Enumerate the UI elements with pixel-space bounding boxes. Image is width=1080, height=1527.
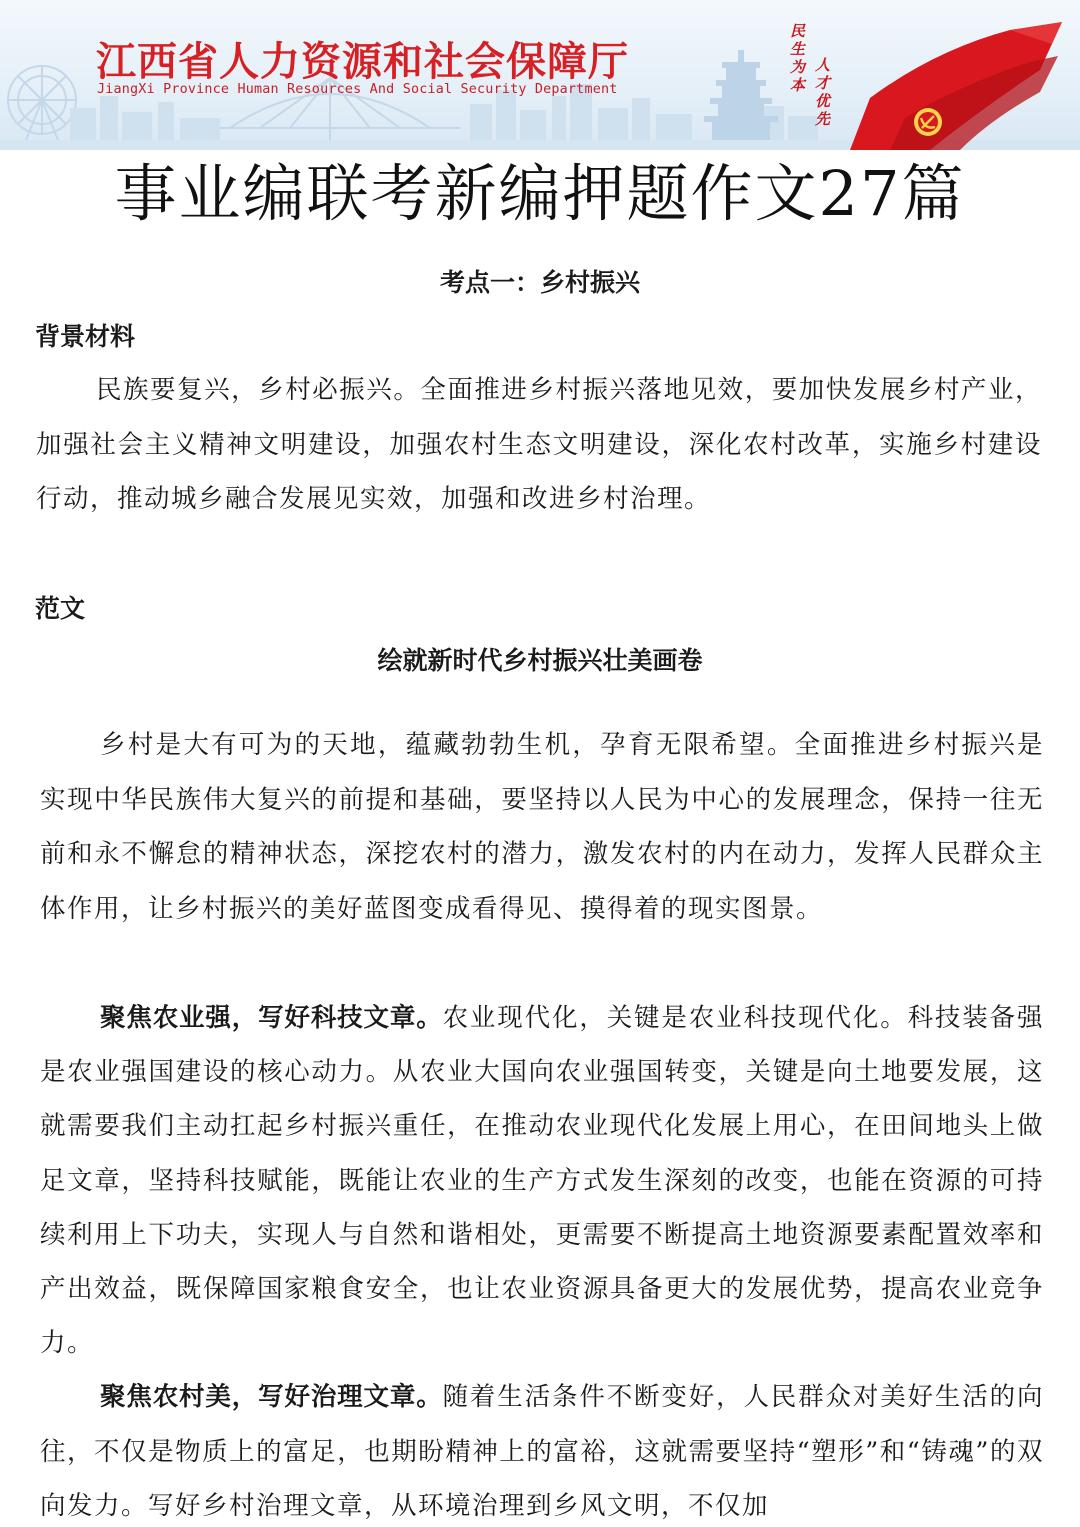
essay-label: 范文: [35, 594, 86, 623]
background-paragraph: 民族要复兴，乡村必振兴。全面推进乡村振兴落地见效，要加快发展乡村产业，加强社会主义精神文明建设，加强农村生态文明建设，深化农村改革，实施乡村建设行动，推动城乡融合发展见实效，加强和改进乡村治理。: [36, 375, 1042, 514]
org-name-en: JiangXi Province Human Resources And Social Security Department: [97, 82, 618, 97]
org-name-cn: 江西省人力资源和社会保障厅: [96, 39, 629, 85]
header-banner: [0, 0, 1080, 150]
slogan-talent: 人才优先: [815, 56, 831, 128]
document-title: 事业编联考新编押题作文27篇: [114, 157, 966, 230]
paragraph-lead: 聚焦农业强，写好科技文章。: [100, 1003, 443, 1033]
background-label: 背景材料: [35, 322, 136, 351]
paragraph-text: 农业现代化，关键是农业科技现代化。科技装备强是农业强国建设的核心动力。从农业大国向农业强国转变，关键是向土地要发展，这就需要我们主动扛起乡村振兴重任，在推动农业现代化发展上用心，在田间地头上做足文章，坚持科技赋能，既能让农业的生产方式发生深刻的改变，也能在资源的可持续利用上下功夫，实现人与自然和谐相处，更需要不断提高土地资源要素配置效率和产出效益，既保障国家粮食安全，也让农业资源具备更大的发展优势，提高农业竞争力。: [40, 1003, 1044, 1359]
ferris-wheel-icon: [8, 66, 76, 150]
essay-title: 绘就新时代乡村振兴壮美画卷: [377, 646, 703, 675]
essay-paragraph: [40, 1370, 1044, 1527]
party-emblem-icon: [914, 108, 942, 136]
pavilion-icon: [704, 50, 778, 150]
essay-paragraph: [40, 991, 1044, 1370]
red-flag-icon: [850, 22, 1062, 150]
paragraph-lead: 聚焦农村美，写好治理文章。: [100, 1382, 443, 1412]
section-title: 考点一：乡村振兴: [439, 268, 640, 297]
paragraph-text: 乡村是大有可为的天地，蕴藏勃勃生机，孕育无限希望。全面推进乡村振兴是实现中华民族伟大复兴的前提和基础，要坚持以人民为中心的发展理念，保持一往无前和永不懈怠的精神状态，深挖农村的潜力，激发农村的内在动力，发挥人民群众主体作用，让乡村振兴的美好蓝图变成看得见、摸得着的现实图景。: [40, 730, 1044, 924]
slogan-people: 民生为本: [790, 22, 806, 94]
paragraph-text: 随着生活条件不断变好，人民群众对美好生活的向往，不仅是物质上的富足，也期盼精神上的富裕，这就需要坚持“塑形”和“铸魂”的双向发力。写好乡村治理文章，从环境治理到乡风文明，不仅加: [40, 1382, 1044, 1521]
essay-paragraph: [40, 718, 1044, 936]
